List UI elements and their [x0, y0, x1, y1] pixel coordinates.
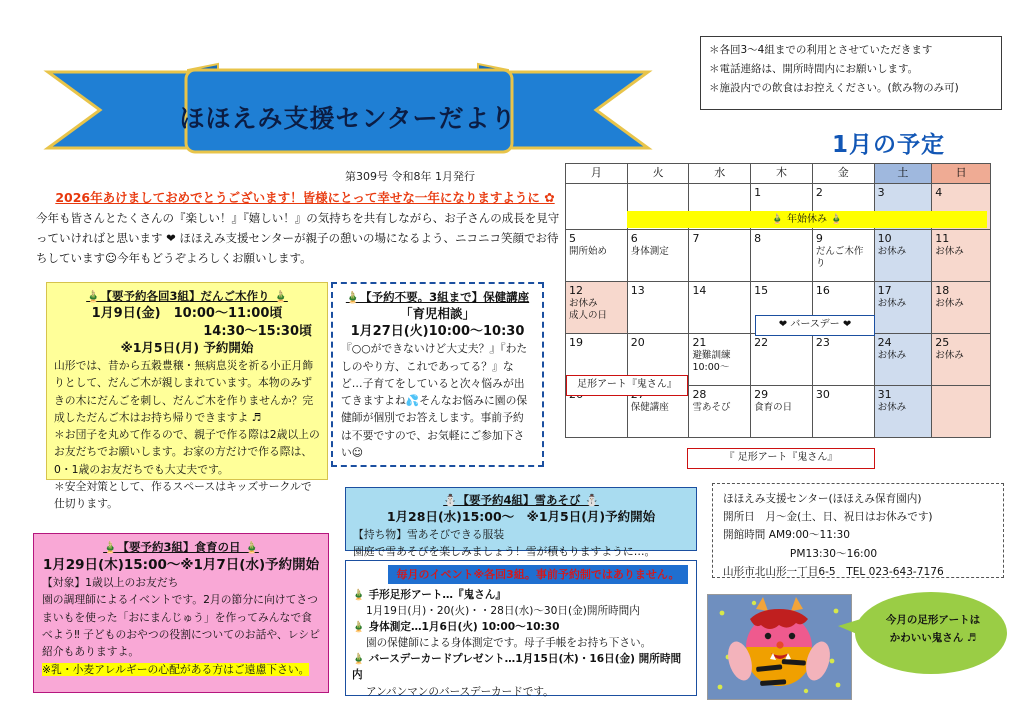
calendar-day-number: 19 — [569, 336, 583, 349]
monthly-item-2-detail: 園の保健師による身体測定です。母子手帳をお持ち下さい。 — [366, 637, 652, 650]
monthly-item-2-head: 🎍 身体測定…1月6日(火) 10:00～10:30 — [352, 621, 560, 634]
calendar-day-cell[interactable] — [751, 230, 813, 282]
calendar-day-number: 24 — [877, 336, 892, 349]
calendar-day-cell[interactable] — [627, 282, 689, 334]
monthly-events-box — [345, 560, 697, 696]
calendar-day-number: 6 — [630, 232, 638, 245]
calendar-bar-footprint-art-2: 『 足形アート『鬼さん』 — [687, 448, 875, 469]
title-ribbon — [38, 48, 658, 160]
calendar-day-number: 17 — [877, 284, 892, 297]
calendar-day-number: 4 — [935, 186, 943, 199]
calendar-day-event: お休み — [877, 245, 907, 257]
bubble-line-2: かわいい鬼さん ♬ — [889, 631, 977, 644]
calendar-day-cell[interactable] — [566, 184, 628, 230]
calendar-day-number: 30 — [815, 388, 830, 401]
dango-line2: 14:30～15:30頃 — [203, 323, 312, 339]
calendar-day-number: 22 — [754, 336, 769, 349]
page-title: ほほえみ支援センターだより — [179, 104, 517, 133]
month-heading: 1月の予定 — [832, 132, 946, 158]
calendar-day-number: 8 — [754, 232, 762, 245]
calendar-day-number: 23 — [815, 336, 830, 349]
food-title: 🎍【要予約3組】食育の日 🎍 — [103, 540, 259, 554]
calendar-day-event: 開所始め — [569, 245, 608, 257]
contact-line-4: PM13:30～16:00 — [723, 547, 878, 560]
calendar-day-number: 9 — [815, 232, 823, 245]
snow-body: 園庭で雪あそびを楽しみましょう！雪が積もりますように…。 — [353, 545, 656, 559]
calendar-day-cell[interactable] — [566, 230, 628, 282]
calendar-day-number: 25 — [935, 336, 950, 349]
calendar-day-cell[interactable] — [689, 230, 751, 282]
calendar-day-event: 保健講座 — [630, 401, 669, 413]
calendar-day-number: 15 — [754, 284, 769, 297]
calendar-day-cell[interactable] — [874, 230, 932, 282]
calendar-day-event: お休み — [877, 349, 907, 361]
calendar-day-number: 5 — [569, 232, 576, 245]
bubble-line-1: 今月の足形アートは — [885, 614, 981, 626]
dango-tree-event-box — [46, 282, 328, 511]
calendar-day-cell[interactable] — [566, 282, 628, 334]
calendar-day-event: 食育の日 — [754, 401, 793, 413]
calendar-day-event: 10:00～ — [692, 361, 730, 373]
calendar-day-number: 2 — [815, 186, 823, 199]
issue-number: 第309号 令和8年 1月発行 — [345, 170, 475, 183]
speech-bubble-text — [862, 612, 1004, 648]
calendar-day-event: お休み — [935, 245, 964, 257]
calendar-day-cell[interactable] — [627, 230, 689, 282]
dango-line1: 1月9日(金) 10:00～11:00頃 — [91, 306, 283, 321]
snow-bring: 【持ち物】雪あそびできる服装 — [353, 527, 505, 541]
oni-craft-illustration — [708, 595, 851, 699]
dango-body: 山形では、昔から五穀豊穣・無病息災を祈る小正月飾りとして、だんご木が親しまれています。本物のみずきの木にだんごを刺し、だんご木を作りませんか？完成しただんご木はお持ち帰りできますよ ♬ — [54, 358, 314, 424]
food-body: 園の調理師によるイベントです。2月の節分に向けてさつまいもを使った「おにまんじゅう」を作ってみんなで食べよう‼ 子どものおやつの役割についてのお話や、レシピ紹介もありますよ。 — [42, 593, 320, 659]
monthly-item-1-detail: 1月19日(月)・20(火)・・28日(水)～30日(金)開所時間内 — [366, 605, 640, 618]
calendar-day-event: お休み — [877, 297, 907, 309]
intro-headline: 2026年あけましておめでとうございます！皆様にとって幸せな一年になりますように ✿ — [55, 190, 555, 205]
contact-line-3: 開館時間 AM9:00～11:30 — [723, 529, 851, 542]
calendar-day-number: 3 — [877, 186, 885, 199]
calendar-day-event: だんご木作り — [815, 245, 864, 269]
weekday-fri: 金 — [812, 164, 874, 184]
calendar-day-event: 雪あそび — [692, 401, 731, 413]
calendar-day-cell[interactable] — [932, 334, 991, 386]
food-education-box — [33, 533, 329, 693]
notice-box — [700, 36, 1002, 110]
calendar-week-row — [566, 230, 991, 282]
calendar-day-cell[interactable] — [689, 282, 751, 334]
calendar-day-cell[interactable] — [874, 282, 932, 334]
calendar-day-number: 18 — [935, 284, 950, 297]
health-seminar-box — [331, 282, 544, 467]
calendar-day-cell[interactable] — [932, 282, 991, 334]
calendar-day-number: 1 — [754, 186, 762, 199]
weekday-tue: 火 — [627, 164, 689, 184]
dango-title: 🎍【要予約各回3組】だんご木作り 🎍 — [86, 289, 288, 303]
contact-line-1: ほほえみ支援センター(ほほえみ保育園内) — [723, 493, 922, 505]
calendar-day-event: お休み — [935, 349, 964, 361]
dango-note2: ＊安全対策として、作るスペースはキッズサークルで仕切ります。 — [54, 479, 312, 511]
snow-play-box — [345, 487, 697, 559]
calendar-day-number: 20 — [630, 336, 645, 349]
dango-note1: ＊お団子を丸めて作るので、親子で作る際は2歳以上のお友だちでお願いします。お家の方だけで作る際は、0・1歳のお友だちでも大丈夫です。 — [54, 428, 320, 476]
health-datetime: 1月27日(火)10:00～10:30 — [350, 323, 525, 339]
notice-line-1: ＊各回3～4組までの利用とさせていただきます — [709, 44, 933, 56]
calendar-day-cell[interactable] — [874, 334, 932, 386]
intro-body: 今年も皆さんとたくさんの『楽しい！』『嬉しい！』の気持ちを共有しながら、お子さんの成長を見守っていければと思います ❤ ほほえみ支援センターが親子の憩いの場になるよう、ニコニコ笑顔でお待ちしています☺今年もどうぞよろしくお願いします。 — [36, 211, 560, 266]
calendar-day-event: お休み — [935, 297, 964, 309]
calendar-day-event: お休み — [877, 401, 907, 413]
contact-line-2: 開所日 月～金(土、日、祝日はお休みです) — [723, 511, 933, 524]
calendar-day-number: 13 — [630, 284, 645, 297]
calendar-day-cell[interactable] — [812, 230, 874, 282]
health-body: 『○○ができないけど大丈夫？』『わたしのやり方、これであってる？』など…子育てをしていると次々悩みが出てきますよね💦そんなお悩みに園の保健師が個別でお答えします。事前予約は不要ですので、お気軽にご参加下さい☺ — [341, 342, 528, 460]
calendar-bar-new-year-holiday: 🎍 年始休み 🎍 — [627, 211, 987, 228]
monthly-banner: 毎月のイベント※各回3組。事前予約制ではありません。 — [388, 565, 688, 584]
food-target: 【対象】1歳以上のお友だち — [42, 576, 179, 590]
calendar-day-number: 12 — [569, 284, 583, 297]
calendar-day-number: 31 — [877, 388, 892, 401]
calendar-day-cell[interactable] — [812, 334, 874, 386]
calendar-day-event: 成人の日 — [569, 309, 608, 321]
calendar-header-row — [566, 164, 991, 184]
monthly-item-1-head: 🎍 手形足形アート…『鬼さん』 — [352, 589, 506, 601]
weekday-sun: 日 — [932, 164, 991, 184]
health-title: 🎍【予約不要。3組まで】保健講座 — [345, 290, 530, 304]
snow-datetime: 1月28日(水)15:00～ ※1月5日(月)予約開始 — [386, 509, 656, 524]
snow-title: ⛄【要予約4組】雪あそび ⛄ — [443, 493, 599, 507]
weekday-mon: 月 — [566, 164, 628, 184]
food-warning: ※乳・小麦アレルギーの心配がある方はご遠慮下さい。 — [42, 662, 310, 676]
weekday-sat: 土 — [874, 164, 932, 184]
calendar-day-number: 7 — [692, 232, 700, 245]
monthly-item-3-head: 🎍 バースデーカードプレゼント…1月15日(木)・16日(金) 開所時間内 — [352, 653, 682, 682]
calendar-day-cell[interactable] — [932, 386, 991, 438]
calendar-day-cell[interactable] — [932, 230, 991, 282]
calendar-day-number: 16 — [815, 284, 830, 297]
monthly-item-3-detail: アンパンマンのバースデーカードです。 — [366, 685, 554, 698]
health-subtitle: 「育児相談」 — [399, 306, 475, 321]
calendar-day-number: 21 — [692, 336, 707, 349]
notice-line-3: ＊施設内での飲食はお控えください。(飲み物のみ可) — [709, 82, 959, 95]
calendar-day-number: 29 — [754, 388, 769, 401]
contact-info-box — [712, 483, 1004, 578]
calendar-day-event: 避難訓練 — [692, 349, 731, 361]
dango-line3: ※1月5日(月) 予約開始 — [120, 340, 254, 356]
calendar-day-cell[interactable] — [812, 386, 874, 438]
calendar-bar-birthday: ❤ バースデー ❤ — [755, 315, 875, 336]
contact-line-5: 山形市北山形一丁目6-5 TEL 023-643-7176 — [723, 565, 944, 578]
calendar-bar-footprint-art-1: 足形アート『鬼さん』 — [566, 375, 688, 396]
monthly-body — [346, 587, 696, 700]
calendar-day-number: 28 — [692, 388, 707, 401]
calendar-day-number: 14 — [692, 284, 707, 297]
calendar-day-number: 11 — [935, 232, 950, 245]
notice-line-2: ＊電話連絡は、開所時間内にお願いします。 — [709, 63, 919, 76]
calendar-day-event: 身体測定 — [630, 245, 669, 257]
calendar-day-cell[interactable] — [751, 334, 813, 386]
calendar-day-cell[interactable] — [874, 386, 932, 438]
schedule-calendar — [565, 163, 991, 438]
calendar-day-cell[interactable] — [689, 386, 751, 438]
weekday-wed: 水 — [689, 164, 751, 184]
calendar-day-cell[interactable] — [751, 386, 813, 438]
calendar-day-event: お休み — [569, 297, 598, 309]
calendar-day-number: 10 — [877, 232, 892, 245]
food-datetime: 1月29日(木)15:00～※1月7日(水)予約開始 — [42, 557, 320, 573]
calendar-day-cell[interactable] — [689, 334, 751, 386]
footprint-art-photo — [707, 594, 852, 700]
weekday-thu: 木 — [751, 164, 813, 184]
